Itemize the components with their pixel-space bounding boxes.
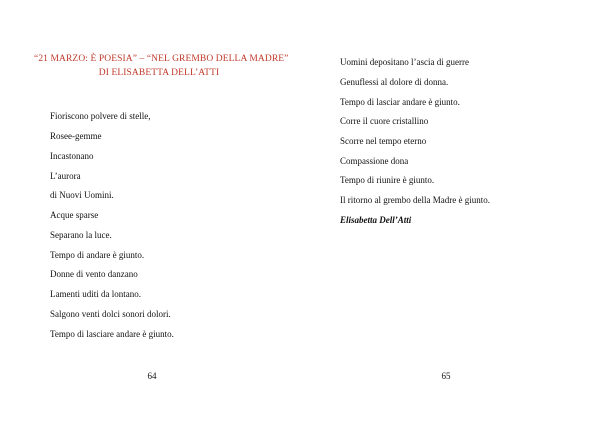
verse-line: Scorre nel tempo eterno xyxy=(340,136,427,146)
verse-line: Lamenti uditi da lontano. xyxy=(50,289,141,299)
verse-line: Corre il cuore cristallino xyxy=(340,116,429,126)
page-number-right: 65 xyxy=(441,371,451,381)
verse-line: Tempo di lasciare andare è giunto. xyxy=(50,329,174,339)
title-line-2: DI ELISABETTA DELL’ATTI xyxy=(98,68,220,78)
verse-line: Donne di vento danzano xyxy=(50,269,138,279)
verse-line: Fioriscono polvere di stelle, xyxy=(50,111,151,121)
verse-line: Separano la luce. xyxy=(50,230,112,240)
verse-line: Il ritorno al grembo della Madre è giunto. xyxy=(340,195,490,205)
verse-line: L’aurora xyxy=(50,171,81,181)
title-line-1: “21 MARZO: È POESIA” – “NEL GREMBO DELLA MADRE” xyxy=(34,54,289,64)
verse-line: Uomini depositano l’ascia di guerre xyxy=(340,57,469,67)
verse-line: Incastonano xyxy=(50,151,94,161)
verse-line: Genuflessi al dolore di donna. xyxy=(340,77,449,87)
verse-line: Tempo di andare è giunto. xyxy=(50,250,145,260)
verse-line: Compassione dona xyxy=(340,156,409,166)
page-number-left: 64 xyxy=(147,371,157,381)
verse-line: Tempo di lasciar andare è giunto. xyxy=(340,97,460,107)
verse-line: Tempo di riunire è giunto. xyxy=(340,175,435,185)
verse-line: Salgono venti dolci sonori dolori. xyxy=(50,309,171,319)
poem-title xyxy=(34,52,289,80)
verse-line: di Nuovi Uomini. xyxy=(50,190,114,200)
verse-line: Acque sparse xyxy=(50,210,99,220)
author-signature: Elisabetta Dell’Atti xyxy=(340,215,412,225)
right-page xyxy=(300,0,600,424)
verse-line: Rosee-gemme xyxy=(50,131,102,141)
